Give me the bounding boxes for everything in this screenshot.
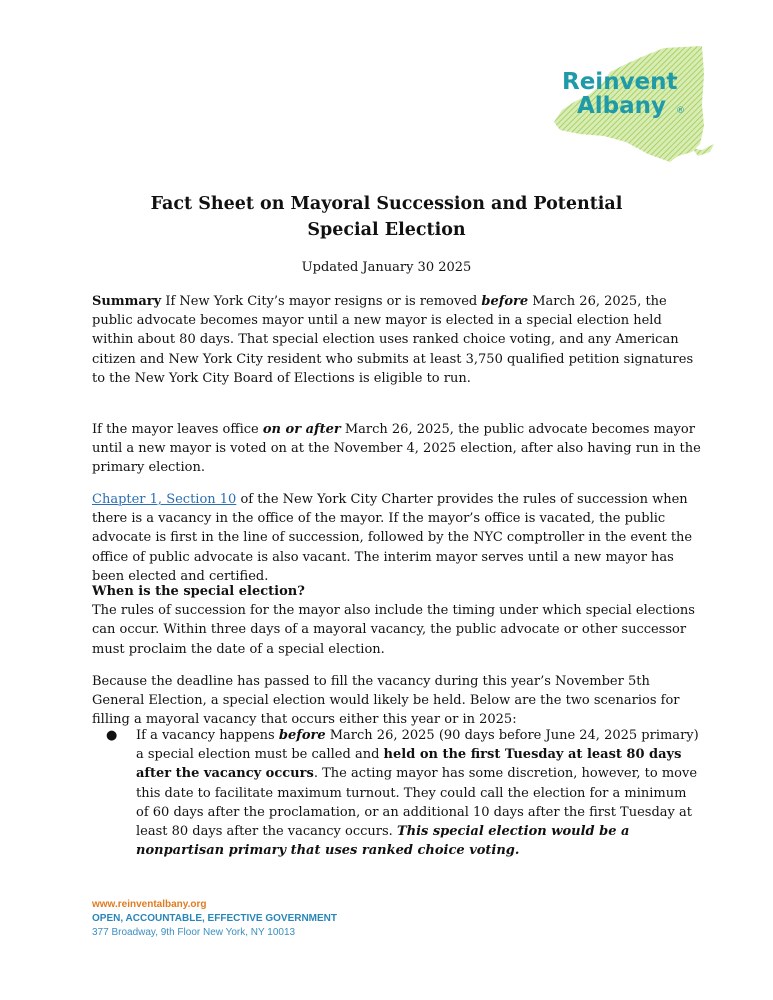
bullet-icon: ● [106, 728, 118, 743]
summary-paragraph [92, 292, 702, 388]
bullet-bold: held on the first Tuesday at least 80 days after the vacancy occurs [136, 747, 682, 782]
charter-text: of the New York City Charter provides the rules of succession when there is a vacancy in the office of the mayor. If the mayor’s office is vacated, the public advocate is first in the line of succession, followed by the NYC comptroller in the event the office of public advocate is also vacant. The interim mayor serves until a new mayor has been elected and certified. [92, 492, 693, 584]
logo-registered-mark: ® [676, 106, 685, 116]
list-item [92, 726, 702, 860]
summary-text-2: March 26, 2025, the public advocate becomes mayor until a new mayor is elected in a special election held within about 80 days. That special election uses ranked choice voting, and any American citizen and New York City resident who submits at least 3,750 qualified petition signatures to the New York City Board of Elections is eligible to run. [92, 294, 694, 386]
when-body: The rules of succession for the mayor also include the timing under which special elections can occur. Within three days of a mayoral vacancy, the public advocate or other successor must proclaim the date of a special election. [92, 603, 695, 657]
footer-address: 377 Broadway, 9th Floor New York, NY 10013 [92, 927, 296, 938]
when-section [92, 582, 702, 659]
footer [92, 898, 337, 940]
deadline-paragraph: Because the deadline has passed to fill the vacancy during this year’s November 5th General Election, a special election would likely be held. Below are the two scenarios for filling a mayoral vacancy that occurs either this year or in 2025: [92, 674, 680, 728]
bullet-text-1: If a vacancy happens [136, 728, 279, 743]
page-title [80, 191, 693, 243]
title-line2: Special Election [307, 220, 466, 240]
footer-tagline: OPEN, ACCOUNTABLE, EFFECTIVE GOVERNMENT [92, 913, 338, 924]
title-line1: Fact Sheet on Mayoral Succession and Potential [150, 194, 623, 214]
charter-link[interactable]: Chapter 1, Section 10 [92, 492, 237, 507]
reinvent-albany-logo [552, 44, 718, 168]
charter-paragraph [92, 490, 702, 586]
logo-line1: Reinvent [562, 69, 678, 95]
bullet-text-3: . The acting mayor has some discretion, however, to move this date to facilitate maximum turnout. They could call the election for a minimum of 60 days after the proclamation, or an additional 10 days after the first Tuesday at least 80 days after the vacancy occurs. [136, 766, 698, 840]
after-text-1: If the mayor leaves office [92, 422, 263, 437]
footer-url[interactable]: www.reinventalbany.org [92, 899, 207, 910]
summary-text-1: If New York City’s mayor resigns or is removed [161, 294, 482, 309]
after-text-2: March 26, 2025, the public advocate becomes mayor until a new mayor is voted on at the November 4, 2025 election, after also having run in the primary election. [92, 422, 701, 476]
bullet-bold-italic: This special election would be a nonpartisan primary that uses ranked choice voting. [136, 824, 630, 859]
logo-line2: Albany [577, 93, 667, 119]
summary-label: Summary [92, 294, 162, 309]
when-heading: When is the special election? [92, 584, 305, 599]
updated-date: Updated January 30 2025 [301, 260, 472, 275]
bullet-text-2: March 26, 2025 (90 days before June 24, 2025 primary) a special election must be called and [136, 728, 699, 763]
bullet-emphasis: before [278, 728, 326, 743]
after-emphasis: on or after [262, 422, 341, 437]
scenario-list [92, 726, 702, 860]
new-york-state-map-icon [552, 44, 718, 168]
after-paragraph [92, 420, 702, 478]
summary-emphasis: before [481, 294, 529, 309]
